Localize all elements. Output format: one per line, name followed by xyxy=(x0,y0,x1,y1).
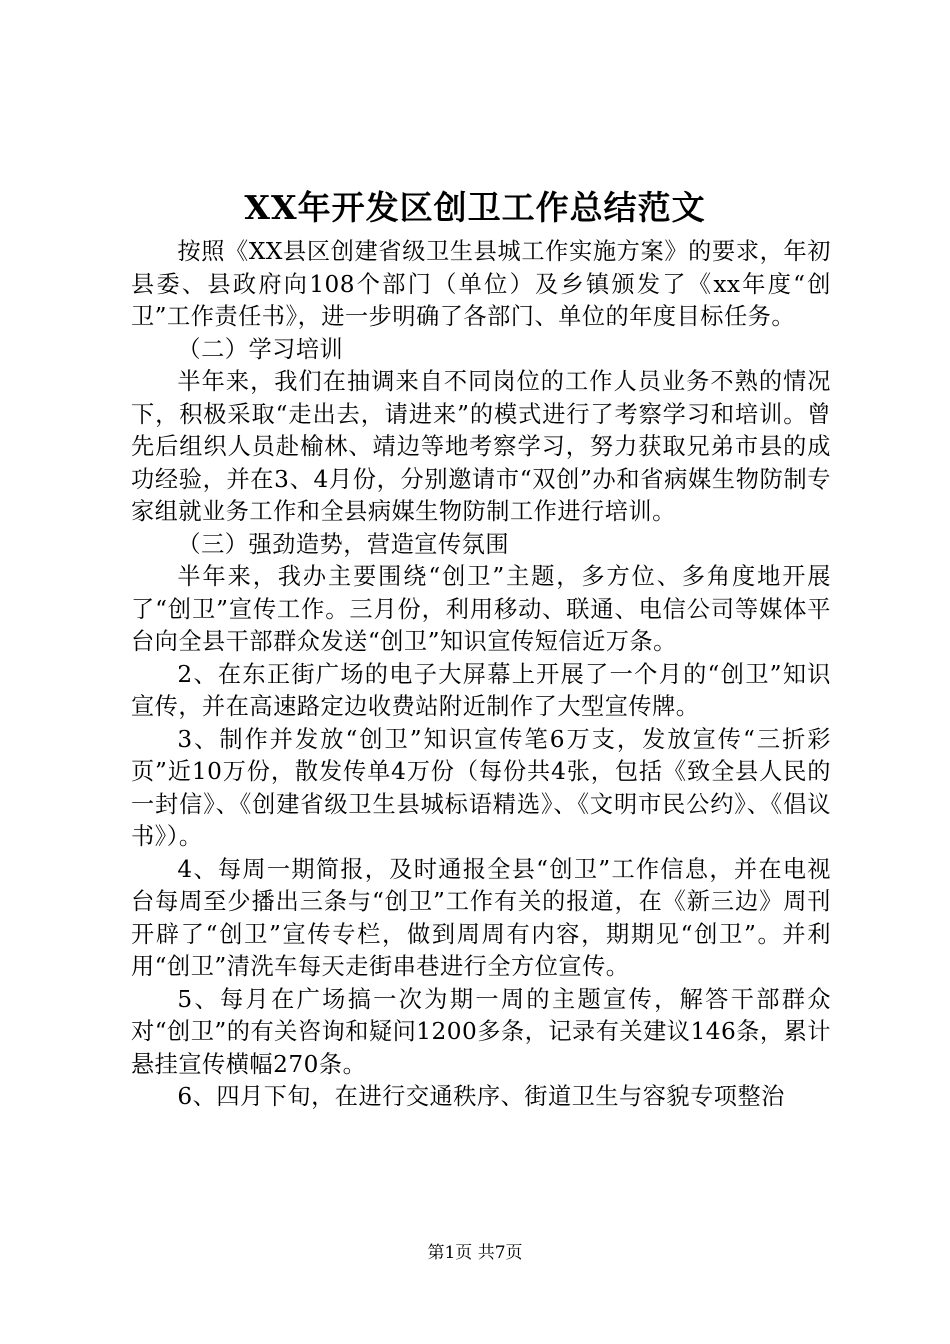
document-body xyxy=(131,236,831,1114)
section-heading: （三）强劲造势，营造宣传氛围 xyxy=(177,530,510,558)
page-footer: 第1页 共7页 xyxy=(427,1243,523,1263)
paragraph: 半年来，我办主要围绕“创卫”主题，多方位、多角度地开展了“创卫”宣传工作。三月份，利用移动、联通、电信公司等媒体平台向全县干部群众发送“创卫”知识宣传短信近万条。 xyxy=(131,563,831,655)
paragraph: 按照《XX县区创建省级卫生县城工作实施方案》的要求，年初县委、县政府向108个部门（单位）及乡镇颁发了《xx年度“创卫”工作责任书》，进一步明确了各部门、单位的年度目标任务。 xyxy=(131,238,831,330)
paragraph: 2、在东正街广场的电子大屏幕上开展了一个月的“创卫”知识宣传，并在高速路定边收费站附近制作了大型宣传牌。 xyxy=(131,660,831,720)
paragraph: 5、每月在广场搞一次为期一周的主题宣传，解答干部群众对“创卫”的有关咨询和疑问1200多条，记录有关建议146条，累计悬挂宣传横幅270条。 xyxy=(131,985,831,1078)
document-title: XX年开发区创卫工作总结范文 xyxy=(244,188,706,227)
paragraph: 4、每周一期简报，及时通报全县“创卫”工作信息，并在电视台每周至少播出三条与“创卫”工作有关的报道，在《新三边》周刊开辟了“创卫”宣传专栏，做到周周有内容，期期见“创卫”。并利用“创卫”清洗车每天走街串巷进行全方位宣传。 xyxy=(131,855,831,980)
paragraph: 3、制作并发放“创卫”知识宣传笔6万支，发放宣传“三折彩页”近10万份，散发传单4万份（每份共4张，包括《致全县人民的一封信》、《创建省级卫生县城标语精选》、《文明市民公约》、《倡议书》）。 xyxy=(131,725,831,850)
section-heading: （二）学习培训 xyxy=(177,335,344,363)
paragraph: 6、四月下旬，在进行交通秩序、街道卫生与容貌专项整治 xyxy=(177,1083,785,1110)
paragraph: 半年来，我们在抽调来自不同岗位的工作人员业务不熟的情况下，积极采取“走出去，请进来”的模式进行了考察学习和培训。曾先后组织人员赴榆林、靖边等地考察学习，努力获取兄弟市县的成功经验，并在3、4月份，分别邀请市“双创”办和省病媒生物防制专家组就业务工作和全县病媒生物防制工作进行培训。 xyxy=(131,368,831,525)
